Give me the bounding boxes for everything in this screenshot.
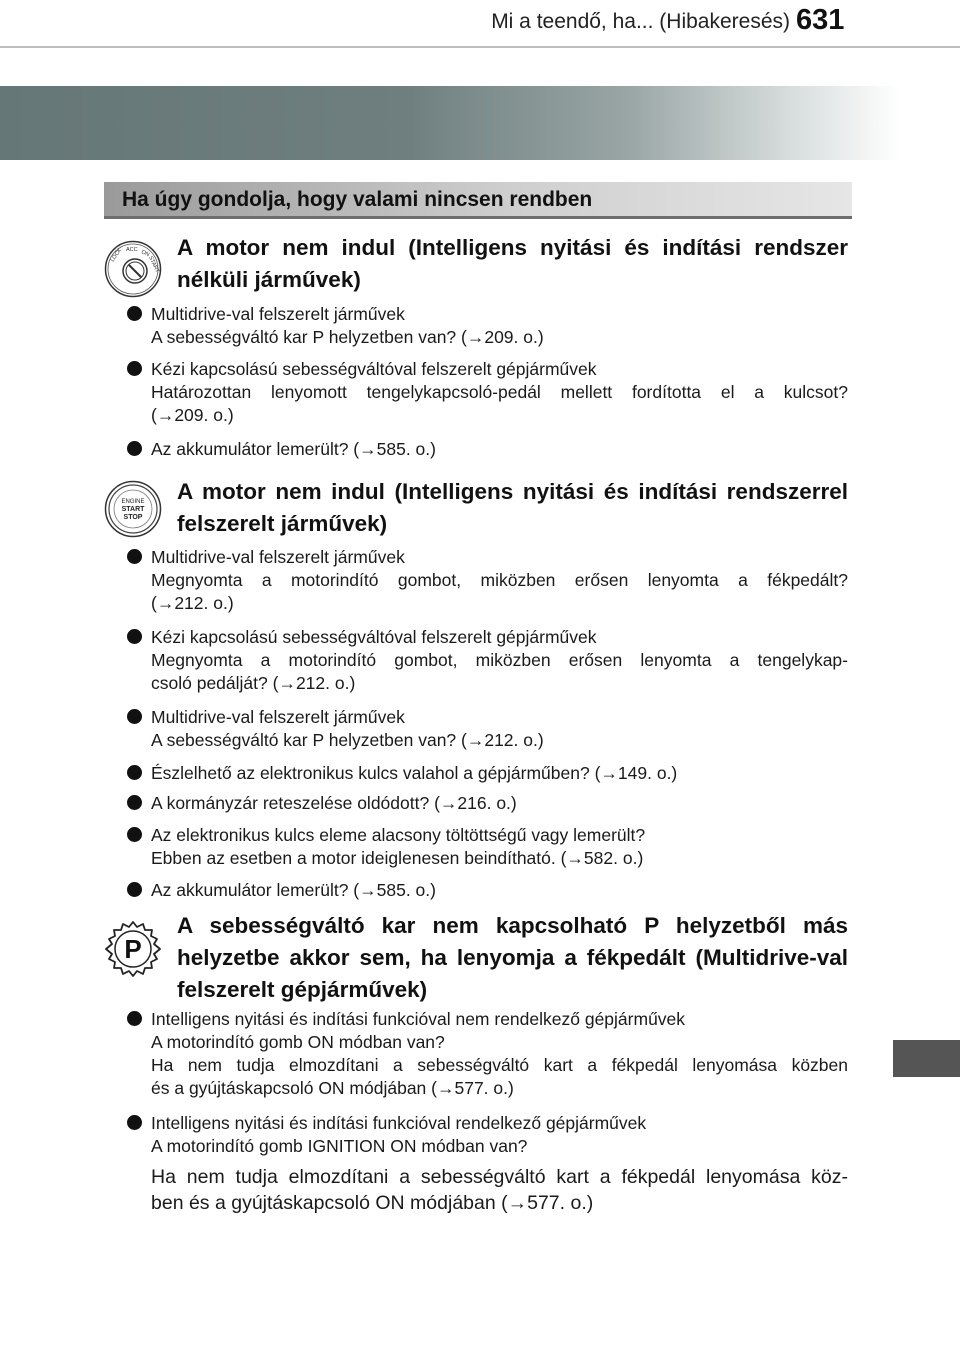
list-item <box>127 546 848 615</box>
item-line: Ha nem tudja elmozdítani a sebességváltó kart a fékpedál lenyomása közben <box>151 1055 848 1075</box>
start-label: START <box>121 506 145 513</box>
item-line: Kézi kapcsolású sebességváltóval felszerelt gépjárművek <box>151 359 597 379</box>
bullet-icon <box>127 882 142 897</box>
item-line: Multidrive-val felszerelt járművek <box>151 304 405 324</box>
ignition-label-lock: LOCK <box>109 247 124 264</box>
list-item <box>127 358 848 427</box>
item-line: Az elektronikus kulcs eleme alacsony töltöttségű vagy lemerült? <box>151 825 646 845</box>
bullet-icon <box>127 765 142 780</box>
park-gear-icon <box>104 920 162 978</box>
item-line: Megnyomta a motorindító gombot, miközben erősen lenyomta a fékpedált? <box>151 570 848 590</box>
list-item <box>127 706 848 752</box>
bullet-icon <box>127 629 142 644</box>
bullet-icon <box>127 441 142 456</box>
chapter-side-tab <box>893 1040 960 1077</box>
item-line: A sebességváltó kar P helyzetben van? (→209. o.) <box>151 327 544 347</box>
list-item <box>127 1112 848 1216</box>
topic-title-3: A sebességváltó kar nem kapcsolható P helyzetből más helyzetbe akkor sem, ha lenyomja a fékpedált (Multidrive-val felszerelt gépjárművek) <box>177 913 848 1002</box>
item-line: Az akkumulátor lemerült? (→585. o.) <box>151 880 436 900</box>
park-letter: P <box>124 934 142 964</box>
item-line: Ebben az esetben a motor ideiglenesen beindítható. (→582. o.) <box>151 848 644 868</box>
item-line: (→209. o.) <box>151 405 234 425</box>
bullet-icon <box>127 795 142 810</box>
item-line: Észlelhető az elektronikus kulcs valahol a gépjárműben? (→149. o.) <box>151 763 678 783</box>
item-line: Intelligens nyitási és indítási funkcióval nem rendelkező gépjárművek <box>151 1009 686 1029</box>
list-item <box>127 792 848 815</box>
bullet-icon <box>127 549 142 564</box>
chapter-title: Mi a teendő, ha... (Hibakeresés) <box>491 10 790 33</box>
item-line: Megnyomta a motorindító gombot, miközben erősen lenyomta a tengelykap- <box>151 650 848 670</box>
page-number: 631 <box>796 4 845 36</box>
item-line: Ha nem tudja elmozdítani a sebességváltó kart a fékpedál lenyomása köz- <box>151 1166 848 1188</box>
item-line: A sebességváltó kar P helyzetben van? (→212. o.) <box>151 730 544 750</box>
bullet-icon <box>127 1011 142 1026</box>
item-line: A motorindító gomb ON módban van? <box>151 1032 445 1052</box>
list-item <box>127 438 848 461</box>
section-title: Ha úgy gondolja, hogy valami nincsen rendben <box>122 188 593 211</box>
ignition-label-on: ON <box>140 249 151 259</box>
chapter-banner <box>0 86 900 160</box>
bullet-icon <box>127 709 142 724</box>
item-line: és a gyújtáskapcsoló ON módjában (→577. o.) <box>151 1078 514 1098</box>
item-line: A kormányzár reteszelése oldódott? (→216. o.) <box>151 793 517 813</box>
item-line: (→212. o.) <box>151 593 234 613</box>
list-item <box>127 303 848 349</box>
list-item <box>127 824 848 870</box>
bullet-icon <box>127 1115 142 1130</box>
stop-label: STOP <box>123 514 143 521</box>
item-line: ben és a gyújtáskapcsoló ON módjában (→577. o.) <box>151 1192 594 1214</box>
bullet-icon <box>127 306 142 321</box>
ignition-key-icon <box>104 240 162 298</box>
list-item <box>127 626 848 695</box>
engine-start-stop-icon <box>104 480 162 538</box>
item-line: Multidrive-val felszerelt járművek <box>151 547 405 567</box>
topic-title-1: A motor nem indul (Intelligens nyitási és indítási rendszer nélküli járművek) <box>177 235 848 292</box>
ignition-label-acc: ACC <box>126 247 138 253</box>
item-line: Intelligens nyitási és indítási funkcióval rendelkező gépjárművek <box>151 1113 647 1133</box>
topic-title-2: A motor nem indul (Intelligens nyitási és indítási rendszerrel felszerelt járművek) <box>177 479 848 536</box>
list-item <box>127 879 848 902</box>
item-line: Határozottan lenyomott tengelykapcsoló-pedál mellett fordította el a kulcsot? <box>151 382 848 402</box>
item-line: Multidrive-val felszerelt járművek <box>151 707 405 727</box>
header-divider <box>0 46 960 48</box>
list-item <box>127 762 848 785</box>
item-line: Az akkumulátor lemerült? (→585. o.) <box>151 439 436 459</box>
engine-label: ENGINE <box>121 499 145 505</box>
item-line: Kézi kapcsolású sebességváltóval felszerelt gépjárművek <box>151 627 597 647</box>
list-item <box>127 1008 848 1100</box>
item-line: csoló pedálját? (→212. o.) <box>151 673 356 693</box>
item-line: A motorindító gomb IGNITION ON módban van? <box>151 1136 528 1156</box>
bullet-icon <box>127 361 142 376</box>
bullet-icon <box>127 827 142 842</box>
section-heading-bar <box>104 182 852 219</box>
ignition-label-start: START <box>147 255 161 274</box>
